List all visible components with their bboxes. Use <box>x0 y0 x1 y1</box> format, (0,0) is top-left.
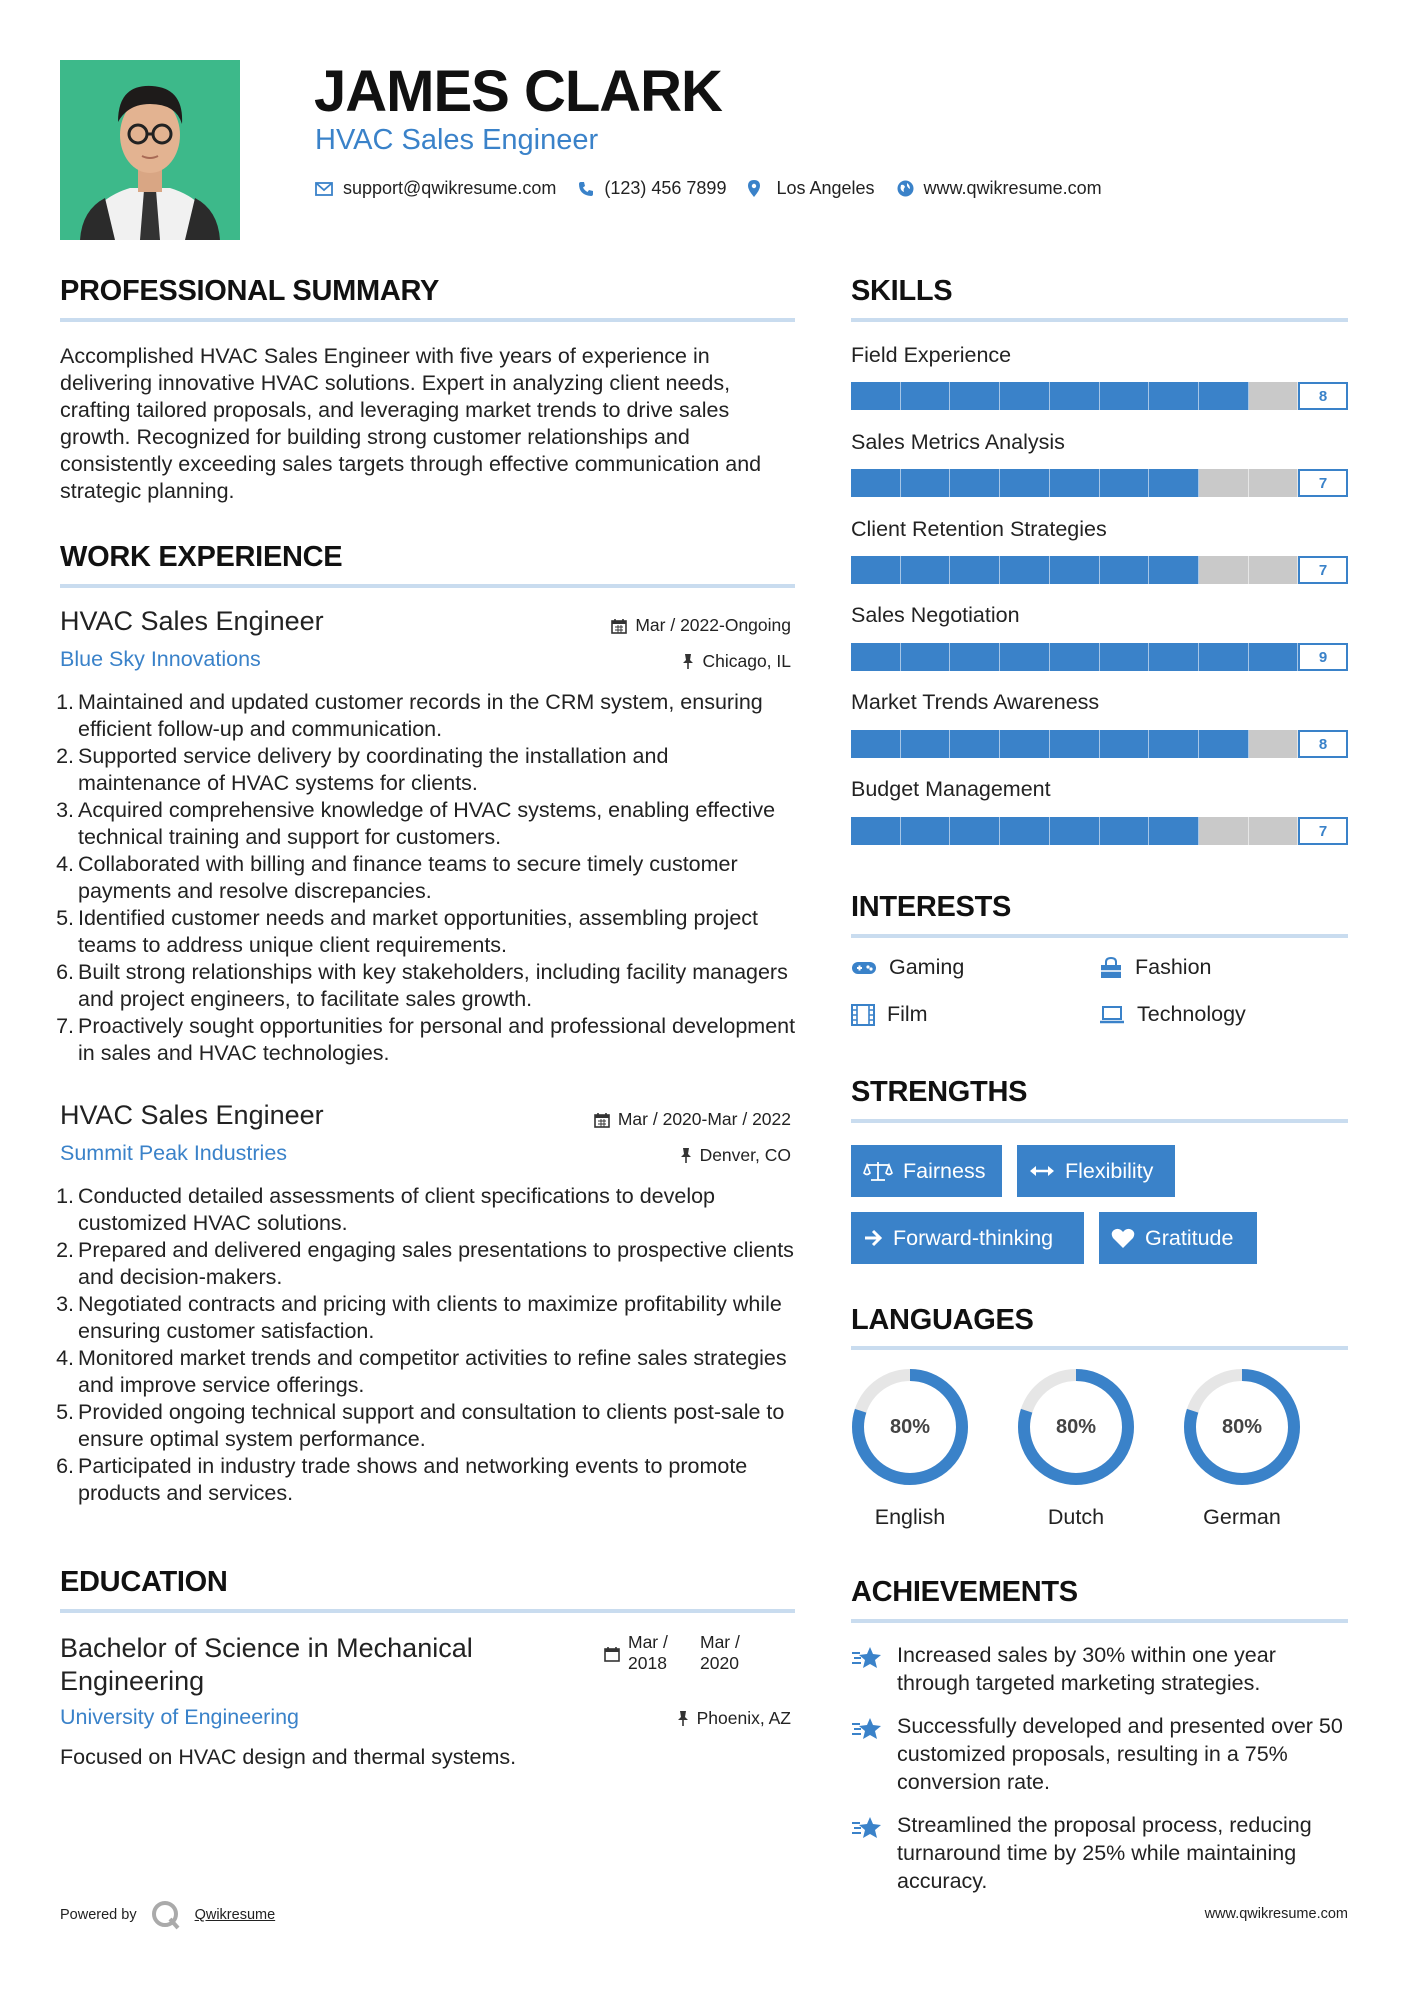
skill-segment-filled <box>950 382 1000 410</box>
skill-segment-filled <box>1000 643 1050 671</box>
skill-segment-filled <box>950 730 1000 758</box>
laptop-icon <box>1099 1006 1125 1024</box>
skill-bar <box>851 730 1348 758</box>
skill-segment-empty <box>1249 730 1299 758</box>
skill-bar <box>851 382 1348 410</box>
skill-segment-filled <box>1050 643 1100 671</box>
pin-icon <box>682 653 694 670</box>
footer-url[interactable]: www.qwikresume.com <box>1204 1906 1348 1922</box>
skill-score: 7 <box>1298 817 1348 845</box>
skill-segment-filled <box>851 817 901 845</box>
skill-segment-filled <box>851 643 901 671</box>
skill-score: 7 <box>1298 556 1348 584</box>
skill-segment-filled <box>1149 730 1199 758</box>
calendar-icon <box>594 1112 610 1128</box>
skill-segment-filled <box>1000 469 1050 497</box>
phone-icon <box>578 181 594 197</box>
list-item: 1. Maintained and updated customer records in the CRM system, ensuring efficient follow-up and communication. <box>56 690 763 741</box>
skill-bar <box>851 643 1348 671</box>
skill-score: 9 <box>1298 643 1348 671</box>
contact-bar <box>315 178 1124 199</box>
list-item: 2. Supported service delivery by coordinating the installation and maintenance of HVAC systems for clients. <box>56 744 669 795</box>
list-item: 6. Built strong relationships with key stakeholders, including facility managers and project engineers, to facilitate sales growth. <box>56 960 788 1011</box>
job-title: HVAC Sales Engineer <box>60 606 324 636</box>
section-divider <box>851 1346 1348 1350</box>
language-item <box>847 1367 973 1530</box>
skill-segment-filled <box>1000 382 1050 410</box>
map-marker-icon <box>748 180 760 197</box>
company-name: Blue Sky Innovations <box>60 647 261 671</box>
powered-by-text: Powered by <box>60 1907 137 1923</box>
website-text: www.qwikresume.com <box>923 178 1102 198</box>
list-item: 3. Negotiated contracts and pricing with clients to maximize profitability while ensuring customer satisfaction. <box>56 1292 782 1343</box>
job-location <box>680 1145 791 1166</box>
summary-text: Accomplished HVAC Sales Engineer with five years of experience in delivering innovative HVAC solutions. Expert in analyzing client needs, crafting tailored proposals, and leveraging market trends to drive sales growth. Recognized for building strong customer relationships and consistently exceeding sales targets through effective communication and strategic planning. <box>60 344 762 503</box>
brand-link[interactable]: Qwikresume <box>194 1907 276 1923</box>
section-divider <box>851 318 1348 322</box>
education-location-text: Phoenix, AZ <box>696 1708 791 1728</box>
language-percent: 80% <box>889 1415 931 1438</box>
pin-icon <box>680 1147 692 1164</box>
achievements-heading: ACHIEVEMENTS <box>851 1576 1078 1608</box>
section-divider <box>851 934 1348 938</box>
language-ring <box>1016 1367 1136 1487</box>
location-text: Los Angeles <box>776 178 875 198</box>
skill-segment-empty <box>1249 469 1299 497</box>
language-percent: 80% <box>1221 1415 1263 1438</box>
skill-segment-filled <box>950 817 1000 845</box>
education-start: Mar / 2018 <box>628 1632 668 1673</box>
school-name: University of Engineering <box>60 1705 300 1729</box>
language-item <box>1179 1367 1305 1530</box>
skill-segment-filled <box>901 643 951 671</box>
skill-segment-filled <box>950 556 1000 584</box>
strength-tag: Forward-thinking <box>851 1212 1084 1264</box>
skill-bar <box>851 556 1348 584</box>
balance-scale-icon <box>863 1160 893 1182</box>
skill-segment-empty <box>1249 817 1299 845</box>
skill-segment-empty <box>1199 469 1249 497</box>
skill-segment-filled <box>901 556 951 584</box>
job-bullets <box>52 1183 797 1507</box>
skill-segment-filled <box>1100 556 1150 584</box>
skill-segment-filled <box>1149 469 1199 497</box>
education-end: Mar / 2020 <box>700 1632 740 1673</box>
interest-item: Fashion <box>1099 955 1212 980</box>
arrows-horizontal-icon <box>1029 1164 1055 1178</box>
skill-segment-filled <box>950 643 1000 671</box>
skill-label: Client Retention Strategies <box>851 517 1107 541</box>
skill-segment-filled <box>1149 817 1199 845</box>
shooting-star-icon <box>851 1645 883 1669</box>
arrow-right-icon <box>863 1228 883 1248</box>
envelope-icon <box>315 182 333 196</box>
education-description: Focused on HVAC design and thermal systems. <box>60 1745 517 1769</box>
job-dates-text: Mar / 2020-Mar / 2022 <box>617 1109 791 1129</box>
company-name: Summit Peak Industries <box>60 1141 288 1165</box>
skill-segment-filled <box>1050 382 1100 410</box>
shooting-star-icon <box>851 1815 883 1839</box>
heart-icon <box>1111 1228 1135 1249</box>
skill-segment-filled <box>851 556 901 584</box>
skill-label: Budget Management <box>851 777 1051 801</box>
skill-segment-filled <box>1149 556 1199 584</box>
achievement-item: Streamlined the proposal process, reducing turnaround time by 25% while maintaining accuracy. <box>851 1811 1351 1895</box>
list-item: 7. Proactively sought opportunities for personal and professional development in sales and HVAC technologies. <box>56 1014 796 1065</box>
skill-segment-filled <box>1050 469 1100 497</box>
interest-item: Gaming <box>851 955 964 980</box>
section-divider <box>60 584 795 588</box>
achievement-item: Successfully developed and presented over 50 customized proposals, resulting in a 75% conversion rate. <box>851 1712 1351 1796</box>
education-dates <box>604 1632 772 1674</box>
list-item: 5. Provided ongoing technical support and consultation to clients post-sale to ensure optimal system performance. <box>56 1400 785 1451</box>
contact-phone[interactable] <box>578 178 726 199</box>
achievement-item: Increased sales by 30% within one year through targeted marketing strategies. <box>851 1641 1351 1697</box>
skill-segment-filled <box>1100 643 1150 671</box>
job-dates <box>611 615 791 636</box>
job-location-text: Chicago, IL <box>702 651 791 671</box>
list-item: 5. Identified customer needs and market opportunities, assembling project teams to address unique client requirements. <box>56 906 759 957</box>
skill-label: Sales Metrics Analysis <box>851 430 1065 454</box>
footer-powered-by <box>60 1900 275 1930</box>
pin-icon <box>677 1710 689 1727</box>
skill-segment-filled <box>901 730 951 758</box>
skill-label: Market Trends Awareness <box>851 690 1100 714</box>
candidate-role: HVAC Sales Engineer <box>315 124 599 156</box>
section-divider <box>60 1609 795 1613</box>
skill-segment-filled <box>1000 556 1050 584</box>
strengths-heading: STRENGTHS <box>851 1076 1028 1108</box>
candidate-name: JAMES CLARK <box>314 59 722 124</box>
language-name: German <box>1203 1505 1281 1529</box>
qwikresume-logo-icon <box>151 1900 181 1930</box>
skill-segment-filled <box>1199 730 1249 758</box>
email-text: support@qwikresume.com <box>343 178 557 198</box>
language-ring <box>1182 1367 1302 1487</box>
language-percent: 80% <box>1055 1415 1097 1438</box>
skill-segment-filled <box>1100 382 1150 410</box>
education-heading: EDUCATION <box>60 1566 228 1598</box>
film-icon <box>851 1004 875 1026</box>
list-item: 1. Conducted detailed assessments of client specifications to develop customized HVAC solutions. <box>56 1184 716 1235</box>
work-heading: WORK EXPERIENCE <box>60 541 343 573</box>
skill-segment-filled <box>901 469 951 497</box>
skill-segment-filled <box>1199 643 1249 671</box>
summary-heading: PROFESSIONAL SUMMARY <box>60 275 440 307</box>
skill-segment-filled <box>950 469 1000 497</box>
phone-text: (123) 456 7899 <box>604 178 727 198</box>
globe-icon <box>897 180 914 197</box>
skill-bar <box>851 469 1348 497</box>
job-dates-text: Mar / 2022-Ongoing <box>635 615 791 635</box>
job-location <box>682 651 791 672</box>
skill-segment-filled <box>1149 643 1199 671</box>
job-bullets <box>52 689 797 1067</box>
interests-heading: INTERESTS <box>851 891 1012 923</box>
skill-score: 8 <box>1298 382 1348 410</box>
skill-label: Sales Negotiation <box>851 603 1020 627</box>
list-item: 2. Prepared and delivered engaging sales presentations to prospective clients and decision-makers. <box>56 1238 794 1289</box>
skill-segment-filled <box>1249 643 1299 671</box>
list-item: 4. Monitored market trends and competitor activities to refine sales strategies and improve service offerings. <box>56 1346 787 1397</box>
list-item: 4. Collaborated with billing and finance teams to secure timely customer payments and resolve discrepancies. <box>56 852 738 903</box>
skill-segment-filled <box>1199 382 1249 410</box>
skill-segment-filled <box>851 469 901 497</box>
job-location-text: Denver, CO <box>699 1145 791 1165</box>
language-item <box>1013 1367 1139 1530</box>
skill-segment-filled <box>1149 382 1199 410</box>
skills-heading: SKILLS <box>851 275 953 307</box>
language-ring <box>850 1367 970 1487</box>
skill-segment-filled <box>1000 730 1050 758</box>
degree-title: Bachelor of Science in Mechanical Engineering <box>60 1633 473 1696</box>
skill-score: 8 <box>1298 730 1348 758</box>
skill-segment-filled <box>1050 556 1100 584</box>
skill-segment-filled <box>851 730 901 758</box>
contact-location <box>748 178 874 199</box>
contact-website[interactable] <box>897 178 1102 199</box>
job-title: HVAC Sales Engineer <box>60 1100 324 1130</box>
interest-item: Film <box>851 1002 928 1027</box>
skill-segment-empty <box>1249 556 1299 584</box>
skill-segment-empty <box>1199 817 1249 845</box>
section-divider <box>851 1619 1348 1623</box>
skill-label: Field Experience <box>851 343 1012 367</box>
section-divider <box>60 318 795 322</box>
skill-score: 7 <box>1298 469 1348 497</box>
calendar-icon <box>604 1646 620 1662</box>
interest-item: Technology <box>1099 1002 1246 1027</box>
list-item: 3. Acquired comprehensive knowledge of HVAC systems, enabling effective technical training and support for customers. <box>56 798 776 849</box>
gamepad-icon <box>851 960 877 976</box>
profile-photo <box>60 60 240 240</box>
skill-segment-empty <box>1249 382 1299 410</box>
skill-segment-filled <box>1000 817 1050 845</box>
calendar-icon <box>611 618 627 634</box>
contact-email[interactable] <box>315 178 556 199</box>
education-location <box>677 1708 791 1729</box>
skill-segment-filled <box>1100 817 1150 845</box>
job-dates <box>594 1109 791 1130</box>
list-item: 6. Participated in industry trade shows and networking events to promote products and services. <box>56 1454 748 1505</box>
skill-segment-filled <box>901 382 951 410</box>
skill-segment-filled <box>1100 730 1150 758</box>
strength-tag: Fairness <box>851 1145 1002 1197</box>
shopping-bag-icon <box>1099 957 1123 979</box>
skill-segment-filled <box>1050 817 1100 845</box>
shooting-star-icon <box>851 1716 883 1740</box>
language-name: Dutch <box>1047 1505 1105 1529</box>
skill-segment-filled <box>1100 469 1150 497</box>
skill-segment-filled <box>901 817 951 845</box>
skill-segment-filled <box>1050 730 1100 758</box>
section-divider <box>851 1119 1348 1123</box>
strength-tag: Gratitude <box>1099 1212 1257 1264</box>
skill-segment-empty <box>1199 556 1249 584</box>
languages-heading: LANGUAGES <box>851 1304 1034 1336</box>
skill-segment-filled <box>851 382 901 410</box>
strength-tag: Flexibility <box>1017 1145 1175 1197</box>
skill-bar <box>851 817 1348 845</box>
language-name: English <box>874 1505 946 1529</box>
